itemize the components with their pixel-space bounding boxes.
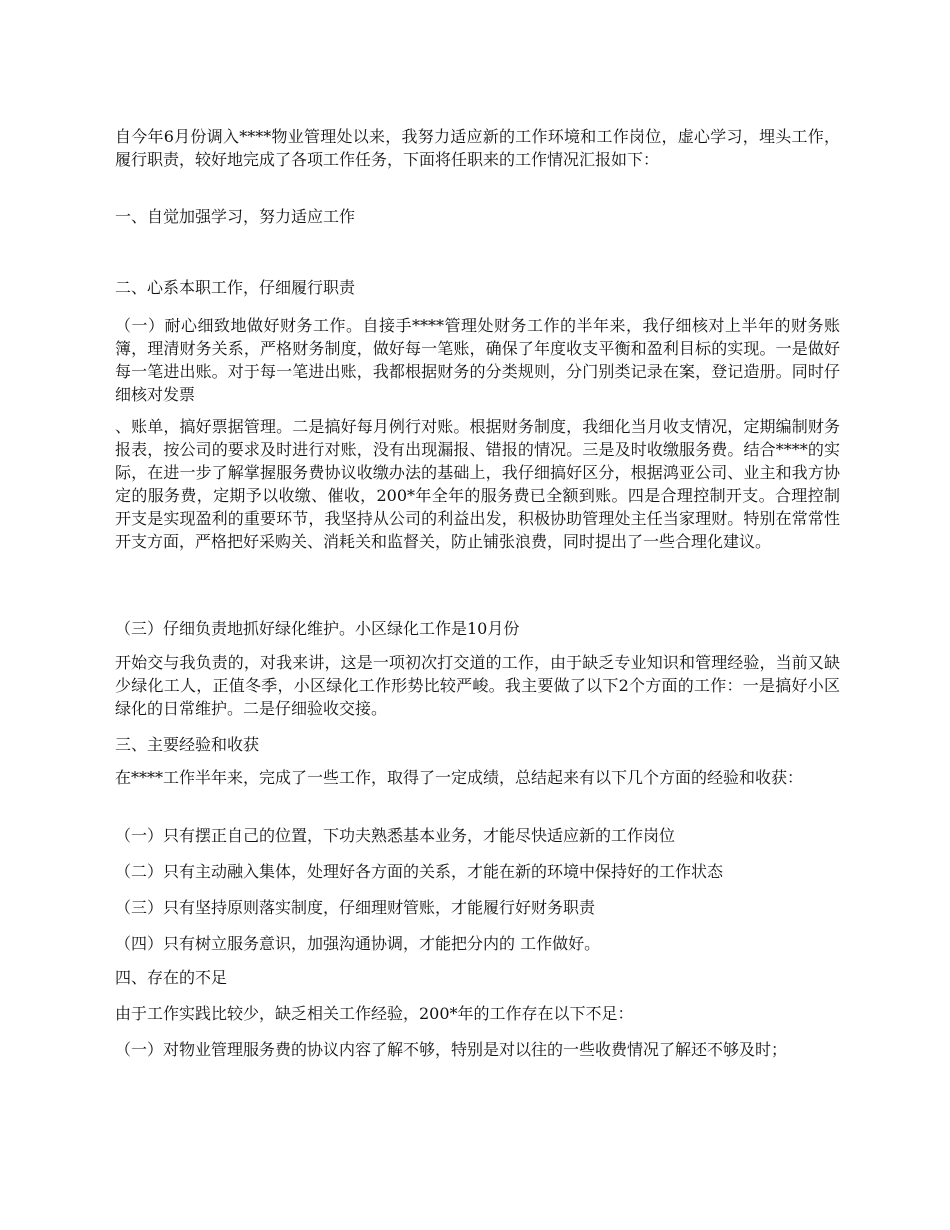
experience-item-3: （三）只有坚持原则落实制度，仔细理财管账，才能履行好财务职责 xyxy=(115,898,596,917)
paragraph-experience-intro: 在****工作半年来，完成了一些工作，取得了一定成绩，总结起来有以下几个方面的经验和收获： xyxy=(115,768,804,787)
intro-paragraph: 自今年6月份调入****物业管理处以来，我努力适应新的工作环境和工作岗位，虚心学习，埋头工作，履行职责，较好地完成了各项工作任务，下面将任职来的工作情况汇报如下： xyxy=(115,127,840,169)
section-heading-2: 二、心系本职工作，仔细履行职责 xyxy=(115,278,356,297)
experience-item-1: （一）只有摆正自己的位置，下功夫熟悉基本业务，才能尽快适应新的工作岗位 xyxy=(115,826,676,845)
paragraph-finance-continued: 、账单，搞好票据管理。二是搞好每月例行对账。根据财务制度，我细化当月收支情况，定期编制财务报表，按公司的要求及时进行对账，没有出现漏报、错报的情况。三是及时收缴服务费。结合****的实际，在进一步了解掌握服务费协议收缴办法的基础上，我仔细搞好区分，根据鸿亚公司、业主和我方协定的服务费，定期予以收缴、催收，200*年全年的服务费已全额到账。四是合理控制开支。合理控制开支是实现盈利的重要环节，我坚持从公司的利益出发，积极协助管理处主任当家理财。特别在常常性开支方面，严格把好采购关、消耗关和监督关，防止铺张浪费，同时提出了一些合理化建议。 xyxy=(115,417,840,551)
section-heading-1: 一、自觉加强学习，努力适应工作 xyxy=(115,207,356,226)
paragraph-finance-work: （一）耐心细致地做好财务工作。自接手****管理处财务工作的半年来，我仔细核对上半年的财务账簿，理清财务关系，严格财务制度，做好每一笔账，确保了年度收支平衡和盈利目标的实现。一是做好每一笔进出账。对于每一笔进出账，我都根据财务的分类规则，分门别类记录在案，登记造册。同时仔细核对发票 xyxy=(115,316,840,404)
paragraph-greening-work: 开始交与我负责的，对我来讲，这是一项初次打交道的工作，由于缺乏专业知识和管理经验，当前又缺少绿化工人，正值冬季，小区绿化工作形势比较严峻。我主要做了以下2个方面的工作：一是搞好小区绿化的日常维护。二是仔细验收交接。 xyxy=(115,653,840,718)
experience-item-4: （四）只有树立服务意识，加强沟通协调，才能把分内的 工作做好。 xyxy=(115,934,601,953)
paragraph-shortcomings-intro: 由于工作实践比较少，缺乏相关工作经验，200*年的工作存在以下不足： xyxy=(115,1004,634,1023)
section-heading-4: 四、存在的不足 xyxy=(115,968,228,987)
experience-item-2: （二）只有主动融入集体，处理好各方面的关系，才能在新的环境中保持好的工作状态 xyxy=(115,862,724,881)
shortcoming-item-1: （一）对物业管理服务费的协议内容了解不够，特别是对以往的一些收费情况了解还不够及时； xyxy=(115,1040,788,1059)
paragraph-greening-intro: （三）仔细负责地抓好绿化维护。小区绿化工作是10月份 xyxy=(115,619,520,638)
section-heading-3: 三、主要经验和收获 xyxy=(115,735,260,754)
